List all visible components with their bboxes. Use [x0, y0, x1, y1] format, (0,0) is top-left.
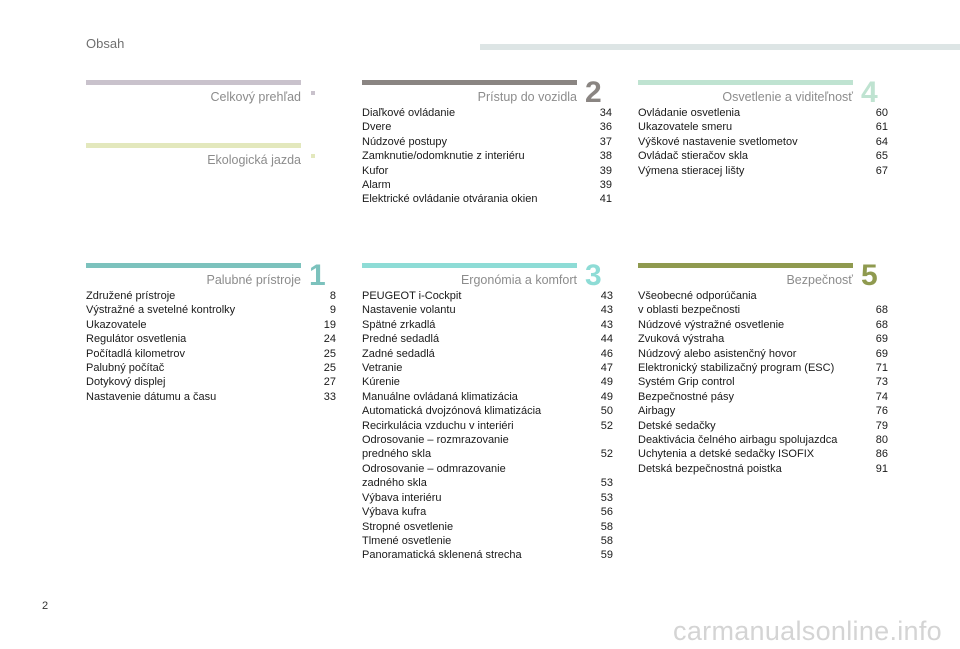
- toc-entry-page: 76: [875, 405, 888, 418]
- toc-entry[interactable]: [638, 361, 888, 375]
- toc-entry-page: 53: [600, 477, 613, 490]
- toc-list: [638, 106, 888, 178]
- watermark: carmanualsonline.info: [673, 616, 942, 646]
- section-number: 1: [309, 259, 326, 292]
- toc-entry[interactable]: [638, 433, 888, 447]
- toc-entry-title: Detské sedačky: [638, 419, 716, 432]
- toc-entry[interactable]: [362, 178, 612, 192]
- toc-entry[interactable]: [638, 120, 888, 134]
- toc-entry-page: 39: [599, 164, 612, 177]
- toc-entry-title: Palubný počítač: [86, 362, 165, 375]
- toc-entry-page: 49: [600, 376, 613, 389]
- toc-entry-page: 58: [600, 520, 613, 533]
- toc-entry[interactable]: [638, 332, 888, 346]
- toc-entry-title: Regulátor osvetlenia: [86, 333, 187, 346]
- toc-entry-page: 69: [875, 347, 888, 360]
- toc-list: [638, 289, 888, 476]
- toc-entry[interactable]: [362, 491, 613, 505]
- toc-entry-page: 68: [875, 304, 888, 317]
- toc-entry-page: 41: [599, 193, 612, 206]
- toc-entry-page: 52: [600, 448, 613, 461]
- toc-entry-title: Diaľkové ovládanie: [362, 107, 456, 119]
- toc-entry-title: Nastavenie volantu: [362, 304, 456, 317]
- toc-entry-page: 61: [875, 121, 888, 134]
- toc-entry-page: 19: [323, 318, 336, 331]
- toc-entry-title: Odrosovanie – rozmrazovanie predného skla: [362, 434, 509, 461]
- section-header: [362, 259, 602, 292]
- header-title: Obsah: [86, 36, 125, 51]
- toc-list: [86, 289, 336, 404]
- section-osvetlenie: [638, 76, 888, 178]
- toc-entry[interactable]: [362, 149, 612, 163]
- toc-entry[interactable]: [638, 347, 888, 361]
- toc-entry-page: 27: [323, 376, 336, 389]
- toc-entry-title: Tlmené osvetlenie: [362, 534, 452, 547]
- toc-entry-page: 65: [875, 150, 888, 163]
- toc-entry-page: 49: [600, 390, 613, 403]
- toc-entry-title: Zvuková výstraha: [638, 333, 725, 346]
- toc-entry-page: 80: [875, 434, 888, 447]
- section-dot: [311, 154, 315, 158]
- toc-entry-title: Ukazovatele smeru: [638, 121, 733, 134]
- toc-entry[interactable]: [86, 375, 336, 389]
- toc-entry[interactable]: [86, 289, 336, 303]
- toc-entry-title: Stropné osvetlenie: [362, 520, 454, 533]
- toc-entry-title: Združené prístroje: [86, 290, 176, 302]
- toc-entry[interactable]: [362, 106, 612, 120]
- toc-entry-title: Počítadlá kilometrov: [86, 347, 186, 360]
- toc-entry-page: 69: [875, 333, 888, 346]
- toc-entry-title: Ovládač stieračov skla: [638, 150, 749, 163]
- toc-entry[interactable]: [362, 192, 612, 206]
- toc-entry[interactable]: [638, 390, 888, 404]
- toc-entry[interactable]: [362, 534, 613, 548]
- toc-entry-page: 43: [600, 304, 613, 317]
- toc-entry-title: Deaktivácia čelného airbagu spolujazdca: [638, 434, 838, 447]
- section-ergonomia: [362, 259, 613, 563]
- toc-entry[interactable]: [362, 433, 613, 462]
- toc-entry-title: Núdzové postupy: [362, 135, 447, 148]
- toc-entry-title: Zadné sedadlá: [362, 347, 435, 360]
- toc-entry-title: Všeobecné odporúčania v oblasti bezpečnosti: [638, 290, 757, 317]
- toc-entry[interactable]: [86, 332, 336, 346]
- toc-entry-title: Vetranie: [362, 362, 403, 375]
- toc-entry-page: 25: [323, 347, 336, 360]
- section-header: [86, 85, 301, 105]
- section-celkovy: [86, 80, 301, 105]
- toc-entry-title: Detská bezpečnostná poistka: [638, 462, 782, 475]
- toc-entry-page: 71: [875, 362, 888, 375]
- toc-entry-page: 58: [600, 534, 613, 547]
- toc-entry-page: 44: [600, 333, 613, 346]
- toc-entry-page: 64: [875, 135, 888, 148]
- toc-entry-title: Panoramatická sklenená strecha: [362, 549, 522, 562]
- toc-entry-page: 37: [599, 135, 612, 148]
- toc-entry-page: 33: [323, 390, 336, 403]
- toc-entry-title: Dvere: [362, 121, 392, 134]
- toc-entry[interactable]: [362, 332, 613, 346]
- header-bar: [480, 44, 960, 50]
- toc-entry-title: Kúrenie: [362, 376, 400, 389]
- toc-entry-title: Výbava interiéru: [362, 491, 442, 504]
- section-title: Osvetlenie a viditeľnosť: [722, 90, 853, 104]
- toc-entry[interactable]: [362, 548, 613, 562]
- toc-entry-page: 73: [875, 376, 888, 389]
- toc-entry-page: 24: [323, 333, 336, 346]
- section-header: [638, 76, 878, 109]
- toc-entry-title: Dotykový displej: [86, 376, 166, 389]
- toc-entry-title: Výmena stieracej lišty: [638, 164, 745, 177]
- toc-entry-page: 52: [600, 419, 613, 432]
- toc-entry-page: 53: [600, 491, 613, 504]
- toc-entry-page: 60: [875, 107, 888, 119]
- toc-entry-page: 38: [599, 150, 612, 163]
- toc-entry-title: Núdzový alebo asistenčný hovor: [638, 347, 797, 360]
- toc-entry-title: Manuálne ovládaná klimatizácia: [362, 390, 518, 403]
- toc-entry-title: Zamknutie/odomknutie z interiéru: [362, 150, 525, 163]
- section-number: 2: [585, 76, 602, 109]
- toc-entry-page: 47: [600, 362, 613, 375]
- toc-entry-page: 68: [875, 318, 888, 331]
- toc-entry[interactable]: [362, 390, 613, 404]
- toc-entry[interactable]: [362, 520, 613, 534]
- section-palubne: [86, 259, 336, 404]
- toc-entry-page: 34: [599, 107, 612, 119]
- section-number: 4: [861, 76, 878, 109]
- toc-entry-title: Predné sedadlá: [362, 333, 440, 346]
- toc-entry[interactable]: [638, 106, 888, 120]
- toc-entry-title: PEUGEOT i-Cockpit: [362, 290, 462, 302]
- toc-entry[interactable]: [86, 318, 336, 332]
- section-title: Bezpečnosť: [786, 273, 853, 287]
- toc-entry[interactable]: [638, 164, 888, 178]
- section-title: Palubné prístroje: [206, 273, 301, 287]
- toc-entry-title: Výstražné a svetelné kontrolky: [86, 304, 236, 317]
- toc-entry[interactable]: [362, 375, 613, 389]
- toc-entry-page: 43: [600, 318, 613, 331]
- section-pristup: [362, 76, 612, 207]
- toc-entry[interactable]: [362, 361, 613, 375]
- toc-entry[interactable]: [638, 404, 888, 418]
- section-title: Ekologická jazda: [207, 153, 301, 167]
- toc-entry[interactable]: [638, 375, 888, 389]
- toc-entry[interactable]: [362, 135, 612, 149]
- page-number: 2: [42, 600, 49, 612]
- toc-entry-page: 36: [599, 121, 612, 134]
- toc-entry[interactable]: [638, 447, 888, 461]
- section-header: [362, 76, 602, 109]
- section-dot: [311, 91, 315, 95]
- toc-entry[interactable]: [638, 289, 888, 318]
- toc-entry[interactable]: [362, 462, 613, 491]
- toc-entry-page: 9: [329, 304, 336, 317]
- toc-entry[interactable]: [362, 347, 613, 361]
- toc-entry-title: Nastavenie dátumu a času: [86, 390, 217, 403]
- toc-entry-page: 79: [875, 419, 888, 432]
- toc-entry-page: 91: [875, 462, 888, 475]
- toc-entry-title: Odrosovanie – odmrazovanie zadného skla: [362, 462, 506, 490]
- section-title: Ergonómia a komfort: [460, 273, 577, 287]
- toc-entry-title: Uchytenia a detské sedačky ISOFIX: [638, 448, 815, 461]
- toc-entry[interactable]: [362, 318, 613, 332]
- toc-entry[interactable]: [362, 505, 613, 519]
- toc-entry[interactable]: [86, 347, 336, 361]
- toc-entry-title: Automatická dvojzónová klimatizácia: [362, 405, 542, 418]
- toc-entry-title: Ukazovatele: [86, 318, 147, 331]
- toc-entry[interactable]: [86, 303, 336, 317]
- toc-entry[interactable]: [362, 120, 612, 134]
- toc-entry-page: 46: [600, 347, 613, 360]
- section-title: Celkový prehľad: [210, 90, 301, 104]
- section-header: [638, 259, 878, 292]
- toc-entry-page: 59: [600, 549, 613, 562]
- toc-entry-title: Núdzové výstražné osvetlenie: [638, 318, 785, 331]
- toc-entry-page: 74: [875, 390, 888, 403]
- toc-entry-title: Elektrické ovládanie otvárania okien: [362, 193, 538, 206]
- toc-entry-page: 86: [875, 448, 888, 461]
- section-title: Prístup do vozidla: [477, 90, 577, 104]
- toc-entry-title: Ovládanie osvetlenia: [638, 107, 741, 119]
- toc-entry-page: 56: [600, 506, 613, 519]
- section-ekologicka: [86, 143, 301, 168]
- toc-entry-page: 43: [600, 290, 613, 302]
- toc-entry[interactable]: [638, 318, 888, 332]
- toc-entry-page: 50: [600, 405, 613, 418]
- toc-entry-title: Systém Grip control: [638, 376, 735, 389]
- toc-entry-title: Výškové nastavenie svetlometov: [638, 135, 798, 148]
- toc-entry-title: Airbagy: [638, 405, 676, 418]
- toc-entry[interactable]: [86, 390, 336, 404]
- toc-entry-page: 8: [329, 290, 336, 302]
- section-header: [86, 259, 326, 292]
- section-number: 3: [585, 259, 602, 292]
- toc-entry[interactable]: [638, 149, 888, 163]
- toc-entry[interactable]: [362, 419, 613, 433]
- section-bezpecnost: [638, 259, 888, 476]
- toc-list: [362, 289, 613, 563]
- toc-entry-title: Recirkulácia vzduchu v interiéri: [362, 419, 514, 432]
- toc-entry[interactable]: [638, 419, 888, 433]
- toc-entry[interactable]: [362, 303, 613, 317]
- toc-list: [362, 106, 612, 207]
- section-header: [86, 148, 301, 168]
- toc-entry-title: Kufor: [362, 164, 389, 177]
- toc-entry-page: 25: [323, 362, 336, 375]
- toc-entry[interactable]: [362, 289, 613, 303]
- section-number: 5: [861, 259, 878, 292]
- toc-entry[interactable]: [638, 135, 888, 149]
- toc-entry[interactable]: [362, 404, 613, 418]
- toc-entry-title: Alarm: [362, 179, 391, 192]
- toc-entry-title: Elektronický stabilizačný program (ESC): [638, 362, 835, 375]
- toc-entry-title: Bezpečnostné pásy: [638, 390, 735, 403]
- toc-entry[interactable]: [362, 164, 612, 178]
- toc-entry-title: Spätné zrkadlá: [362, 318, 436, 331]
- toc-entry-title: Výbava kufra: [362, 506, 427, 519]
- toc-entry-page: 39: [599, 179, 612, 192]
- toc-entry-page: 67: [875, 164, 888, 177]
- toc-entry[interactable]: [86, 361, 336, 375]
- toc-entry[interactable]: [638, 462, 888, 476]
